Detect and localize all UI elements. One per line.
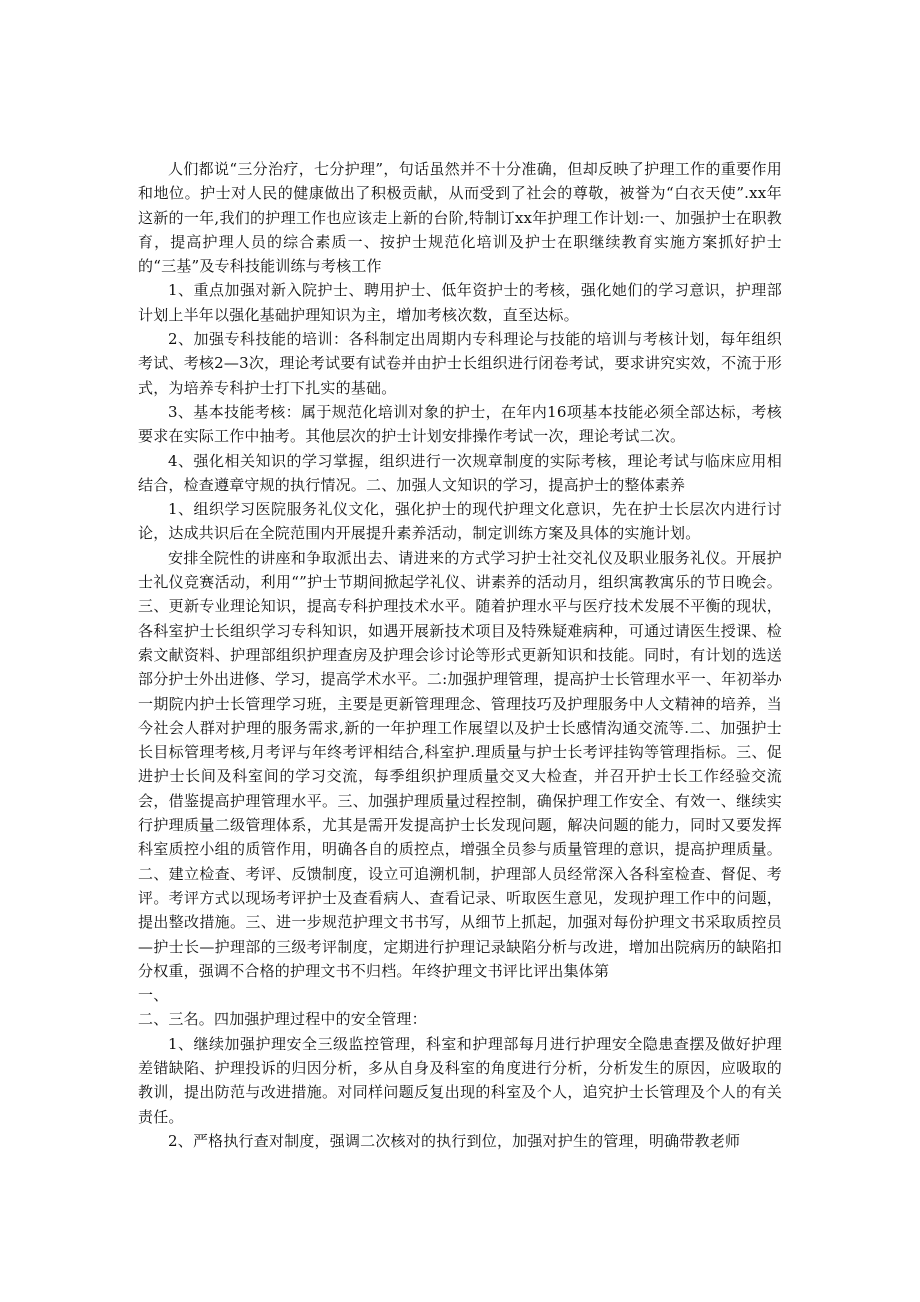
paragraph-item-4: 4、强化相关知识的学习掌握，组织进行一次规章制度的实际考核，理论考试与临床应用相结合，检查遵章守规的执行情况。二、加强人文知识的学习，提高护士的整体素养 [138,451,782,494]
paragraph-etiquette-and-management: 安排全院性的讲座和争取派出去、请进来的方式学习护士社交礼仪及职业服务礼仪。开展护士礼仪竞赛活动，利用“”护士节期间掀起学礼仪、讲素养的活动月，组织寓教寓乐的节日晚会。三、更新专业理论知识，提高专科护理技术水平。随着护理水平与医疗技术发展不平衡的现状，各科室护士长组织学习专科知识，如遇开展新技术项目及特殊疑难病种，可通过请医生授课、检索文献资料、护理部组织护理查房及护理会诊讨论等形式更新知识和技能。同时，有计划的选送部分护士外出进修、学习，提高学术水平。二:加强护理管理，提高护士长管理水平一、年初举办一期院内护士长管理学习班，主要是更新管理理念、管理技巧及护理服务中人文精神的培养，当今社会人群对护理的服务需求,新的一年护理工作展望以及护士长感情沟通交流等.二、加强护士长目标管理考核,月考评与年终考评相结合,科室护.理质量与护士长考评挂钩等管理指标。三、促进护士长间及科室间的学习交流，每季组织护理质量交叉大检查，并召开护士长工作经验交流会，借鉴提高护理管理水平。三、加强护理质量过程控制，确保护理工作安全、有效一、继续实行护理质量二级管理体系，尤其是需开发提高护士长发现问题，解决问题的能力，同时又要发挥科室质控小组的质管作用，明确各自的质控点，增强全员参与质量管理的意识，提高护理质量。二、建立检查、考评、反馈制度，设立可追溯机制，护理部人员经常深入各科室检查、督促、考评。考评方式以现场考评护士及查看病人、查看记录、听取医生意见，发现护理工作中的问题，提出整改措施。三、进一步规范护理文书书写，从细节上抓起，加强对每份护理文书采取质控员—护士长—护理部的三级考评制度，定期进行护理记录缺陷分析与改进，增加出院病历的缺陷扣分权重，强调不合格的护理文书不归档。年终护理文书评比评出集体第 [138,548,782,980]
paragraph-item-2: 2、加强专科技能的培训：各科制定出周期内专科理论与技能的培训与考核计划，每年组织考试、考核2—3次，理论考试要有试卷并由护士长组织进行闭卷考试，要求讲究实效，不流于形式，为培养专科护士打下扎实的基础。 [138,330,782,397]
paragraph-safety-item-2: 2、严格执行查对制度，强调二次核对的执行到位，加强对护生的管理，明确带教老师 [168,1131,741,1150]
paragraph-humanities-1: 1、组织学习医院服务礼仪文化，强化护士的现代护理文化意识，先在护士长层次内进行讨论，达成共识后在全院范围内开展提升素养活动，制定训练方案及具体的实施计划。 [138,500,782,543]
paragraph-safety-item-1: 1、继续加强护理安全三级监控管理，科室和护理部每月进行护理安全隐患查摆及做好护理差错缺陷、护理投诉的归因分析，多从自身及科室的角度进行分析，分析发生的原因，应吸取的教训，提出防范与改进措施。对同样问题反复出现的科室及个人，追究护士长管理及个人的有关责任。 [138,1034,782,1126]
document-body [138,157,782,1153]
paragraph-fragment-one: 一、 [138,986,169,1005]
paragraph-item-1: 1、重点加强对新入院护士、聘用护士、低年资护士的考核，强化她们的学习意识，护理部计划上半年以强化基础护理知识为主，增加考核次数，直至达标。 [138,281,782,324]
paragraph-item-3: 3、基本技能考核：属于规范化培训对象的护士，在年内16项基本技能必须全部达标，考核要求在实际工作中抽考。其他层次的护士计划安排操作考试一次，理论考试二次。 [138,402,782,446]
paragraph-intro: 人们都说“三分治疗，七分护理”，句话虽然并不十分准确，但却反映了护理工作的重要作用和地位。护士对人民的健康做出了积极贡献，从而受到了社会的尊敬，被誉为“白衣天使”.xx年这新的一年,我们的护理工作也应该走上新的台阶,特制订xx年护理工作计划:一、加强护士在职教育，提高护理人员的综合素质一、按护士规范化培训及护士在职继续教育实施方案抓好护士的“三基”及专科技能训练与考核工作 [138,160,782,276]
paragraph-safety-heading: 二、三名。四加强护理过程中的安全管理： [138,1010,427,1029]
